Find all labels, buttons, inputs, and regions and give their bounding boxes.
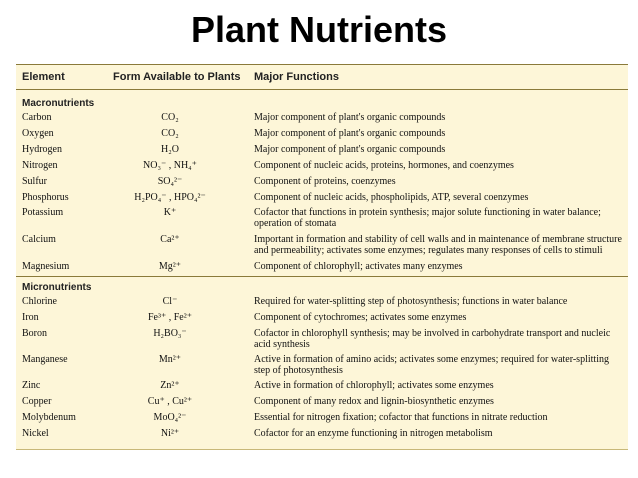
section-label-macronutrients: Macronutrients	[22, 98, 95, 109]
cell-form: NO₃⁻ , NH₄⁺	[143, 160, 197, 171]
cell-element: Nitrogen	[22, 160, 58, 171]
cell-form: K⁺	[163, 207, 177, 218]
cell-function: Essential for nitrogen fixation; cofactor that functions in nitrate reduction	[254, 412, 548, 423]
cell-form: CO₂	[161, 112, 179, 123]
cell-element: Nickel	[22, 428, 49, 439]
page-title: Plant Nutrients	[190, 9, 448, 50]
cell-function: Major component of plant's organic compounds	[254, 112, 446, 123]
section-label-micronutrients: Micronutrients	[22, 282, 92, 293]
cell-form: Cu⁺ , Cu²⁺	[147, 396, 193, 407]
cell-function: Cofactor in chlorophyll synthesis; may be involved in carbohydrate transport and nucleic acid synthesis	[254, 328, 611, 350]
cell-form: H₂PO₄⁻ , HPO₄²⁻	[134, 192, 206, 203]
table-bottom-rule	[16, 449, 628, 450]
section-divider	[16, 276, 628, 277]
cell-function: Component of nucleic acids, phospholipids, ATP, several coenzymes	[254, 192, 529, 203]
cell-function: Cofactor that functions in protein synthesis; major solute functioning in water balance; operation of stomata	[254, 207, 601, 229]
cell-function: Component of many redox and lignin-biosynthetic enzymes	[254, 396, 494, 407]
cell-function: Major component of plant's organic compounds	[254, 144, 446, 155]
cell-function: Active in formation of chlorophyll; activates some enzymes	[254, 380, 494, 391]
cell-form: Fe³⁺ , Fe²⁺	[147, 312, 193, 323]
cell-form: Zn²⁺	[160, 380, 180, 391]
cell-function: Major component of plant's organic compounds	[254, 128, 446, 139]
cell-form: CO₂	[161, 128, 179, 139]
cell-function: Important in formation and stability of cell walls and in maintenance of membrane structure and permeability; activates some enzymes; regulates many responses of cells to stimuli	[254, 234, 622, 256]
cell-element: Oxygen	[22, 128, 54, 139]
cell-element: Phosphorus	[22, 192, 69, 203]
header-form: Form Available to Plants	[113, 71, 241, 83]
nutrient-table	[16, 64, 628, 450]
cell-form: MoO₄²⁻	[153, 412, 187, 423]
cell-function: Component of proteins, coenzymes	[254, 176, 396, 187]
cell-element: Molybdenum	[22, 412, 76, 423]
cell-form: H₂BO₃⁻	[153, 328, 187, 339]
cell-function: Component of chlorophyll; activates many enzymes	[254, 261, 463, 272]
cell-form: Cl⁻	[162, 296, 178, 307]
cell-element: Manganese	[22, 354, 68, 365]
cell-element: Calcium	[22, 234, 56, 245]
cell-form: SO₄²⁻	[157, 176, 183, 187]
cell-function: Component of cytochromes; activates some enzymes	[254, 312, 467, 323]
cell-form: H₂O	[161, 144, 179, 155]
cell-element: Carbon	[22, 112, 52, 123]
cell-element: Potassium	[22, 207, 64, 218]
cell-form: Ca²⁺	[160, 234, 180, 245]
cell-element: Sulfur	[22, 176, 47, 187]
cell-element: Magnesium	[22, 261, 70, 272]
cell-element: Chlorine	[22, 296, 57, 307]
cell-form: Mn²⁺	[158, 354, 182, 365]
cell-function: Component of nucleic acids, proteins, hormones, and coenzymes	[254, 160, 514, 171]
cell-form: Ni²⁺	[160, 428, 180, 439]
cell-element: Hydrogen	[22, 144, 62, 155]
cell-form: Mg²⁺	[158, 261, 182, 272]
table-header	[16, 64, 628, 90]
cell-function: Cofactor for an enzyme functioning in nitrogen metabolism	[254, 428, 493, 439]
cell-element: Iron	[22, 312, 39, 323]
cell-element: Boron	[22, 328, 47, 339]
cell-function: Required for water-splitting step of photosynthesis; functions in water balance	[254, 296, 568, 307]
header-functions: Major Functions	[254, 71, 339, 83]
cell-function: Active in formation of amino acids; activates some enzymes; required for water-splitting step of photosynthesis	[254, 354, 609, 376]
cell-element: Zinc	[22, 380, 41, 391]
cell-element: Copper	[22, 396, 52, 407]
header-element: Element	[22, 71, 65, 83]
